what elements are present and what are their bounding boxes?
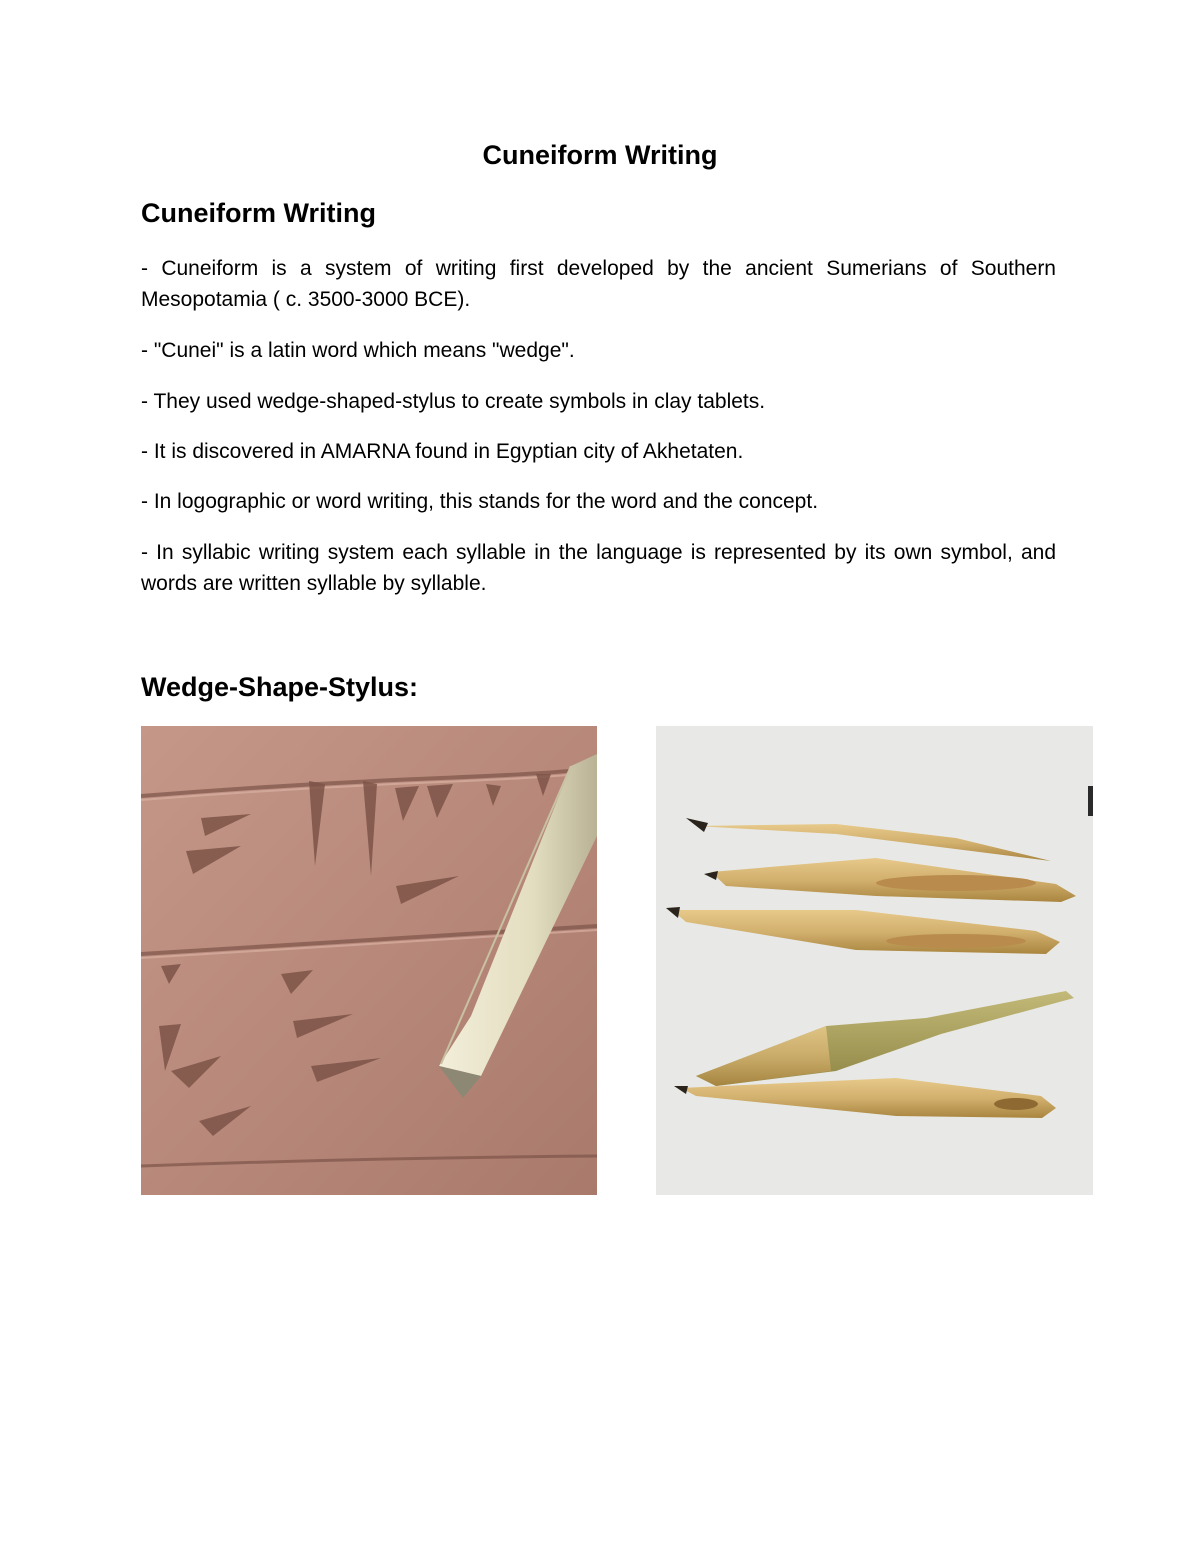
paragraph-syllabic: - In syllabic writing system each syllable in the language is represented by its own symbol, and words are written syllable by syllable. <box>141 541 1056 595</box>
reed-stylus-photo <box>656 726 1093 1195</box>
paragraph-cunei-meaning: - "Cunei" is a latin word which means "wedge". <box>141 339 575 362</box>
clay-tablet-photo <box>141 726 597 1195</box>
section-heading-wedge-shape-stylus: Wedge-Shape-Stylus: <box>141 672 419 702</box>
page-title: Cuneiform Writing <box>482 140 718 170</box>
paragraph-definition: - Cuneiform is a system of writing first developed by the ancient Sumerians of Southern Mesopotamia ( c. 3500-3000 BCE). <box>141 257 1056 311</box>
paragraph-amarna: - It is discovered in AMARNA found in Egyptian city of Akhetaten. <box>141 440 744 463</box>
paragraph-stylus: - They used wedge-shaped-stylus to create symbols in clay tablets. <box>141 390 766 413</box>
paragraph-logographic: - In logographic or word writing, this stands for the word and the concept. <box>141 490 819 513</box>
section-heading-cuneiform-writing: Cuneiform Writing <box>141 198 376 228</box>
